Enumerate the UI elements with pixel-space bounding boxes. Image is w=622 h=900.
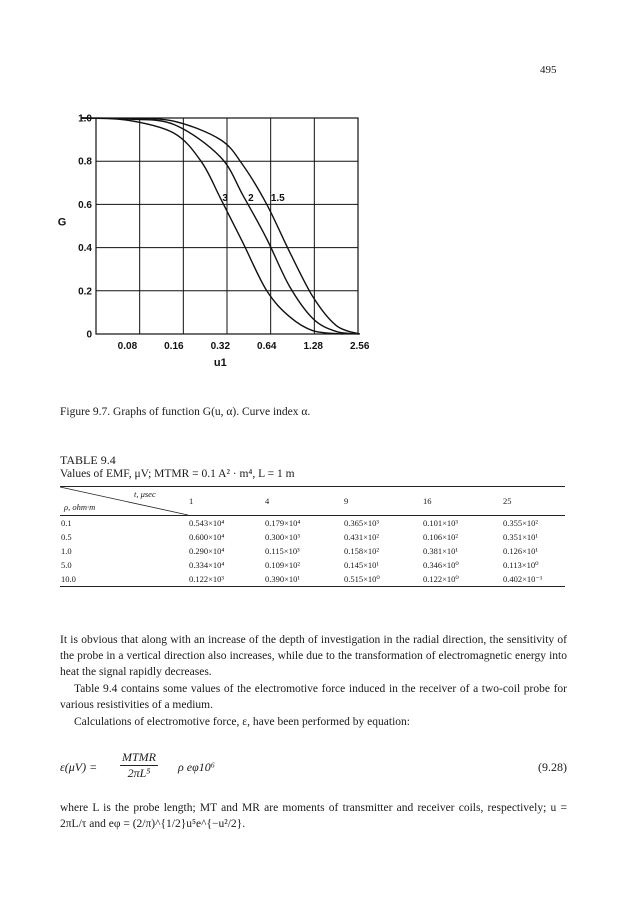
value-cell: 0.122×10⁰ [423, 572, 503, 587]
x-tick-label: 2.56 [349, 341, 370, 352]
curve-alpha-1-5 [81, 118, 360, 334]
value-cell: 0.126×10¹ [503, 546, 538, 556]
y-tick-label: 1.0 [78, 113, 92, 125]
col-head: 9 [344, 487, 423, 516]
value-cell: 0.145×10¹ [344, 560, 379, 570]
equation-numerator: MTMR [122, 750, 156, 764]
table-row [60, 572, 565, 587]
curve-label: 3 [222, 192, 228, 204]
equation-number: (9.28) [538, 760, 567, 774]
value-cell: 0.365×10³ [344, 518, 379, 528]
value-cell: 0.158×10² [344, 546, 379, 556]
value-cell: 0.346×10⁰ [423, 559, 459, 570]
paragraph: where L is the probe length; MT and MR are moments of transmitter and receiver coils, respectively; u = 2πL/τ and eφ = (2/π)^{1/2}u⁵e^{−u²/2}. [60, 802, 567, 830]
equation-denominator: 2πL⁵ [127, 766, 151, 780]
x-tick-label: 1.28 [303, 341, 323, 352]
value-cell: 0.334×10⁴ [189, 560, 225, 570]
value-cell: 0.431×10² [344, 532, 379, 542]
curve-label: 1.5 [270, 192, 285, 204]
x-tick-label: 0.32 [210, 341, 231, 352]
table-row [60, 516, 565, 531]
y-tick-label: 0.4 [78, 243, 92, 255]
page-number: 495 [540, 64, 557, 76]
value-cell: 0.179×10⁴ [265, 518, 301, 528]
emf-table [60, 486, 565, 587]
y-tick-label: 0.6 [78, 199, 92, 211]
paragraph: It is obvious that along with an increase of the depth of investigation in the radial direction, the sensitivity of the probe in a vertical direction also increases, while due to the transformation of electromagnetic energy into heat the signal rapidly decreases. [60, 634, 567, 678]
col-head: 25 [503, 487, 565, 516]
col-header-time: t, μsec [134, 489, 156, 499]
value-cell: 0.381×10¹ [423, 546, 458, 556]
equation-fraction [120, 750, 158, 781]
rho-cell: 5.0 [61, 560, 72, 570]
paragraph: Calculations of electromotive force, ε, have been performed by equation: [74, 716, 410, 728]
value-cell: 0.515×10⁰ [344, 572, 423, 587]
value-cell: 0.355×10² [503, 518, 538, 528]
table-header-row [60, 487, 565, 516]
y-tick-label: 0 [86, 329, 92, 341]
col-head: 4 [265, 487, 344, 516]
table-row [60, 544, 565, 558]
table-subtitle: Values of EMF, μV; MTMR = 0.1 A² · m⁴, L = 1 m [60, 468, 295, 480]
value-cell: 0.300×10³ [265, 532, 300, 542]
rho-cell: 1.0 [61, 546, 72, 556]
value-cell: 0.113×10⁰ [503, 559, 539, 570]
table-row [60, 530, 565, 544]
value-cell: 0.543×10⁴ [189, 518, 225, 528]
x-tick-label: 0.64 [257, 341, 277, 352]
col-head: 16 [423, 487, 503, 516]
equation-rhs: ρ eφ10⁶ [178, 760, 215, 774]
x-axis-label: u1 [213, 357, 227, 369]
y-axis-label: G [57, 216, 67, 229]
y-tick-label: 0.8 [78, 156, 92, 168]
curve-label: 2 [248, 192, 254, 204]
value-cell: 0.106×10² [423, 532, 458, 542]
equation-9-28 [60, 750, 567, 782]
value-cell: 0.351×10¹ [503, 532, 538, 542]
equation-lhs: ε(μV) = [60, 760, 98, 774]
rho-cell: 10.0 [60, 572, 189, 587]
rho-cell: 0.5 [61, 532, 72, 542]
table-corner-cell [60, 487, 189, 516]
value-cell: 0.115×10³ [265, 546, 300, 556]
value-cell: 0.290×10⁴ [189, 546, 225, 556]
figure-caption: Figure 9.7. Graphs of function G(u, α). Curve index α. [60, 406, 311, 418]
value-cell: 0.402×10⁻¹ [503, 572, 565, 587]
row-header-resistivity: ρ, ohm·m [64, 502, 96, 512]
curve-alpha-2 [81, 118, 360, 334]
value-cell: 0.390×10¹ [265, 572, 344, 587]
value-cell: 0.101×10³ [423, 518, 458, 528]
y-tick-label: 0.2 [78, 286, 92, 298]
curve-alpha-3 [81, 118, 343, 334]
table-row [60, 558, 565, 572]
x-tick-label: 0.16 [164, 341, 184, 352]
value-cell: 0.109×10² [265, 560, 300, 570]
col-head: 1 [189, 487, 265, 516]
value-cell: 0.122×10³ [189, 572, 265, 587]
x-tick-label: 0.08 [117, 341, 138, 352]
table-title: TABLE 9.4 [60, 453, 116, 467]
figure-chart [40, 90, 380, 380]
rho-cell: 0.1 [61, 518, 72, 528]
paragraph: Table 9.4 contains some values of the electromotive force induced in the receiver of a two-coil probe for various resistivities of a medium. [60, 683, 567, 711]
value-cell: 0.600×10⁴ [189, 532, 225, 542]
